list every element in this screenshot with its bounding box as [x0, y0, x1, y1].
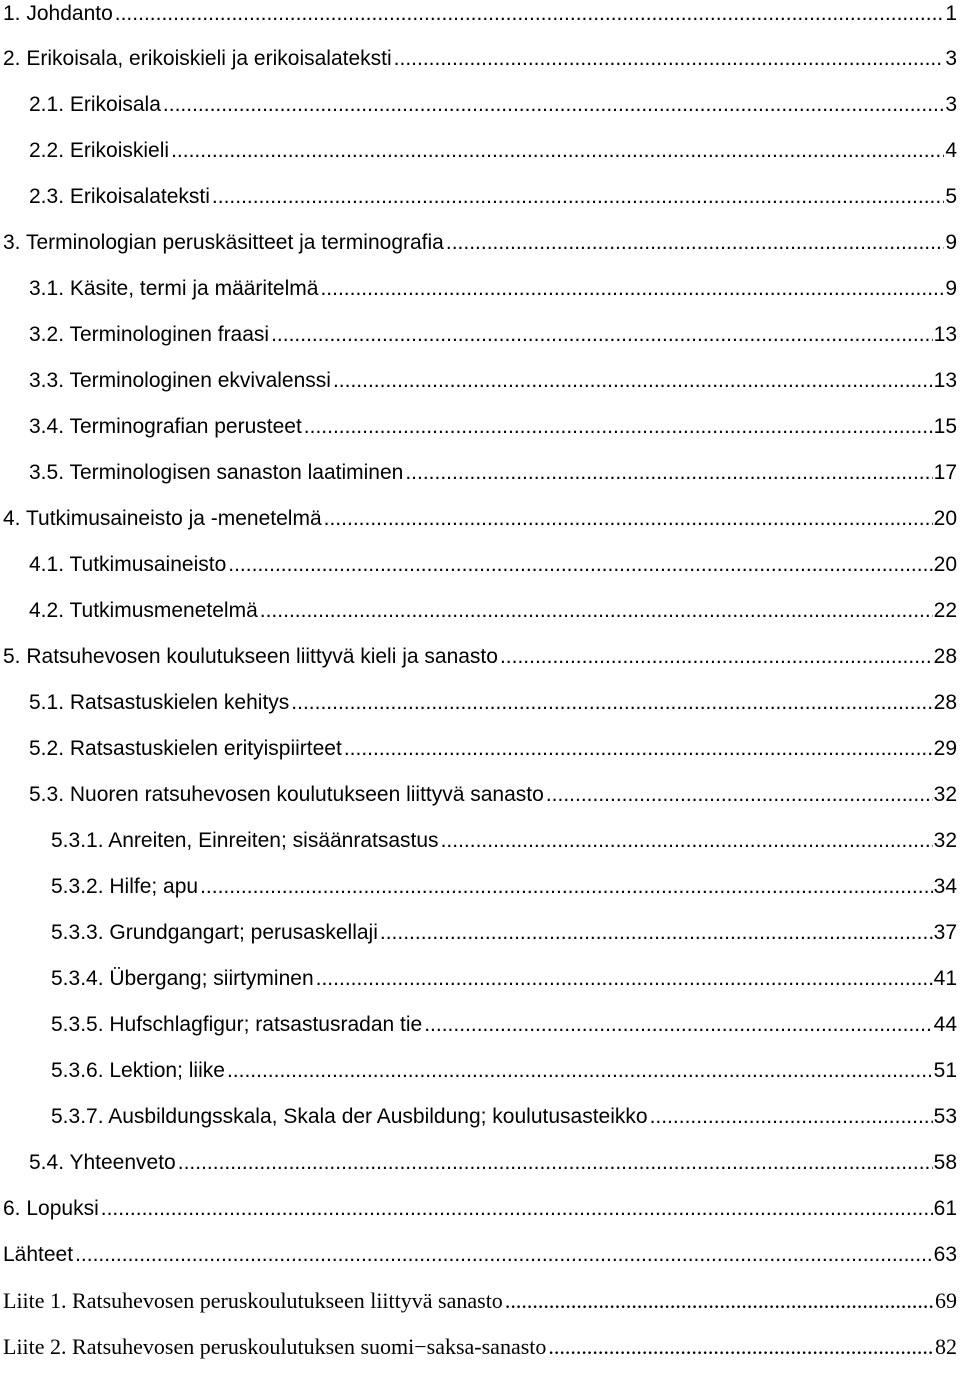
toc-entry-label: Lähteet: [3, 1243, 74, 1266]
toc-page-number: 44: [933, 1013, 957, 1036]
toc-page-number: 82: [935, 1334, 957, 1359]
toc-entry-label: 4. Tutkimusaineisto ja -menetelmä: [3, 507, 322, 530]
toc-page-number: 32: [933, 829, 957, 852]
toc-page-number: 17: [933, 461, 957, 484]
toc-entry-label: 5.3.6. Lektion; liike: [51, 1059, 225, 1082]
toc-entry-label: 3.5. Terminologisen sanaston laatiminen: [29, 461, 404, 484]
toc-entry[interactable]: [0, 506, 960, 546]
toc-entry-label: 5. Ratsuhevosen koulutukseen liittyvä kieli ja sanasto: [3, 645, 498, 668]
toc-entry[interactable]: [0, 690, 960, 730]
dot-leader: [424, 1012, 932, 1038]
toc-entry-label: 5.3.2. Hilfe; apu: [51, 875, 199, 898]
toc-entry-label: 6. Lopuksi: [3, 1197, 99, 1220]
dot-leader: [115, 1, 944, 27]
toc-page-number: 34: [933, 875, 957, 898]
toc-entry-label: 5.3.7. Ausbildungsskala, Skala der Ausbildung; koulutusasteikko: [51, 1105, 648, 1128]
toc-entry-label: 5.3. Nuoren ratsuhevosen koulutukseen liittyvä sanasto: [29, 783, 544, 806]
toc-page-number: 1: [945, 2, 957, 25]
dot-leader: [446, 230, 944, 256]
dot-leader: [227, 1058, 933, 1084]
dot-leader: [441, 828, 933, 854]
toc-page-number: 32: [933, 783, 957, 806]
toc-entry-label: 3.4. Terminografian perusteet: [29, 415, 302, 438]
toc-page-number: 5: [945, 185, 957, 208]
toc-entry-label: 5.3.3. Grundgangart; perusaskellaji: [51, 921, 378, 944]
toc-entry[interactable]: [0, 460, 960, 500]
toc-entry[interactable]: [0, 874, 960, 914]
toc-entry[interactable]: [0, 322, 960, 362]
toc-page-number: 28: [933, 645, 957, 668]
toc-entry[interactable]: [0, 184, 960, 224]
toc-entry[interactable]: [0, 46, 960, 86]
toc-entry[interactable]: [0, 828, 960, 868]
dot-leader: [650, 1104, 933, 1130]
toc-entry[interactable]: [0, 1058, 960, 1098]
toc-entry[interactable]: [0, 276, 960, 316]
toc-page-number: 61: [933, 1197, 957, 1220]
dot-leader: [304, 414, 933, 440]
toc-entry[interactable]: [0, 782, 960, 822]
toc-page-number: 51: [933, 1059, 957, 1082]
dot-leader: [200, 874, 933, 900]
toc-entry[interactable]: [0, 1150, 960, 1190]
toc-page-number: 3: [945, 93, 957, 116]
dot-leader: [405, 460, 932, 486]
toc-page-number: 22: [933, 599, 957, 622]
toc-entry-label: 3.1. Käsite, termi ja määritelmä: [29, 277, 319, 300]
toc-entry-label: 4.1. Tutkimusaineisto: [29, 553, 227, 576]
toc-entry[interactable]: [0, 736, 960, 776]
toc-entry[interactable]: [0, 552, 960, 592]
dot-leader: [333, 368, 933, 394]
toc-entry[interactable]: [0, 414, 960, 454]
toc-entry[interactable]: [0, 1, 960, 41]
toc-entry[interactable]: [0, 138, 960, 178]
toc-entry[interactable]: [0, 230, 960, 270]
toc-entry-label: Liite 2. Ratsuhevosen peruskoulutuksen suomi−saksa-sanasto: [3, 1334, 547, 1359]
dot-leader: [291, 690, 932, 716]
dot-leader: [101, 1196, 933, 1222]
toc-entry-label: 3. Terminologian peruskäsitteet ja terminografia: [3, 231, 444, 254]
dot-leader: [344, 736, 933, 762]
toc-entry-label: 2. Erikoisala, erikoiskieli ja erikoisalateksti: [3, 47, 392, 70]
toc-page-number: 3: [945, 47, 957, 70]
dot-leader: [271, 322, 933, 348]
dot-leader: [505, 1288, 934, 1314]
dot-leader: [178, 1150, 933, 1176]
toc-page-number: 53: [933, 1105, 957, 1128]
toc-entry-label: 2.2. Erikoiskieli: [29, 139, 170, 162]
dot-leader: [75, 1242, 933, 1268]
toc-page-number: 9: [945, 277, 957, 300]
toc-page-number: 41: [933, 967, 957, 990]
toc-entry-label: 3.3. Terminologinen ekvivalenssi: [29, 369, 331, 392]
toc-entry-label: 4.2. Tutkimusmenetelmä: [29, 599, 258, 622]
toc-entry-label: Liite 1. Ratsuhevosen peruskoulutukseen liittyvä sanasto: [3, 1288, 503, 1313]
toc-entry-label: 2.3. Erikoisalateksti: [29, 185, 210, 208]
toc-page-number: 13: [933, 369, 957, 392]
toc-entry[interactable]: [0, 1334, 960, 1374]
toc-page-number: 29: [933, 737, 957, 760]
toc-entry-label: 5.2. Ratsastuskielen erityispiirteet: [29, 737, 342, 760]
dot-leader: [394, 46, 944, 72]
dot-leader: [320, 276, 944, 302]
toc-entry[interactable]: [0, 598, 960, 638]
dot-leader: [163, 92, 944, 118]
toc-page-number: 20: [933, 507, 957, 530]
toc-entry-label: 2.1. Erikoisala: [29, 93, 161, 116]
dot-leader: [228, 552, 932, 578]
toc-entry[interactable]: [0, 368, 960, 408]
dot-leader: [380, 920, 933, 946]
dot-leader: [546, 782, 933, 808]
toc-entry[interactable]: [0, 920, 960, 960]
toc-entry[interactable]: [0, 644, 960, 684]
toc-entry-label: 3.2. Terminologinen fraasi: [29, 323, 270, 346]
toc-page-number: 58: [933, 1151, 957, 1174]
toc-entry-label: 5.3.1. Anreiten, Einreiten; sisäänratsastus: [51, 829, 439, 852]
toc-page-number: 4: [945, 139, 957, 162]
dot-leader: [171, 138, 944, 164]
toc-entry[interactable]: [0, 1288, 960, 1328]
toc-entry[interactable]: [0, 966, 960, 1006]
toc-page-number: 69: [935, 1288, 957, 1313]
toc-entry[interactable]: [0, 1104, 960, 1144]
toc-entry[interactable]: [0, 1196, 960, 1236]
toc-entry-label: 5.4. Yhteenveto: [29, 1151, 176, 1174]
toc-page-number: 20: [933, 553, 957, 576]
toc-entry[interactable]: [0, 92, 960, 132]
toc-page-number: 63: [933, 1243, 957, 1266]
dot-leader: [212, 184, 944, 210]
toc-entry[interactable]: [0, 1012, 960, 1052]
toc-page-number: 15: [933, 415, 957, 438]
toc-entry-label: 1. Johdanto: [3, 2, 113, 25]
toc-entry-label: 5.3.5. Hufschlagfigur; ratsastusradan tie: [51, 1013, 423, 1036]
toc-page-number: 37: [933, 921, 957, 944]
dot-leader: [548, 1334, 934, 1360]
dot-leader: [324, 506, 933, 532]
toc-entry-label: 5.1. Ratsastuskielen kehitys: [29, 691, 290, 714]
dot-leader: [316, 966, 933, 992]
toc-entry-label: 5.3.4. Übergang; siirtyminen: [51, 967, 314, 990]
toc-entry[interactable]: [0, 1242, 960, 1282]
dot-leader: [500, 644, 933, 670]
toc-page-number: 9: [945, 231, 957, 254]
dot-leader: [260, 598, 933, 624]
toc-page-number: 28: [933, 691, 957, 714]
toc-page-number: 13: [933, 323, 957, 346]
